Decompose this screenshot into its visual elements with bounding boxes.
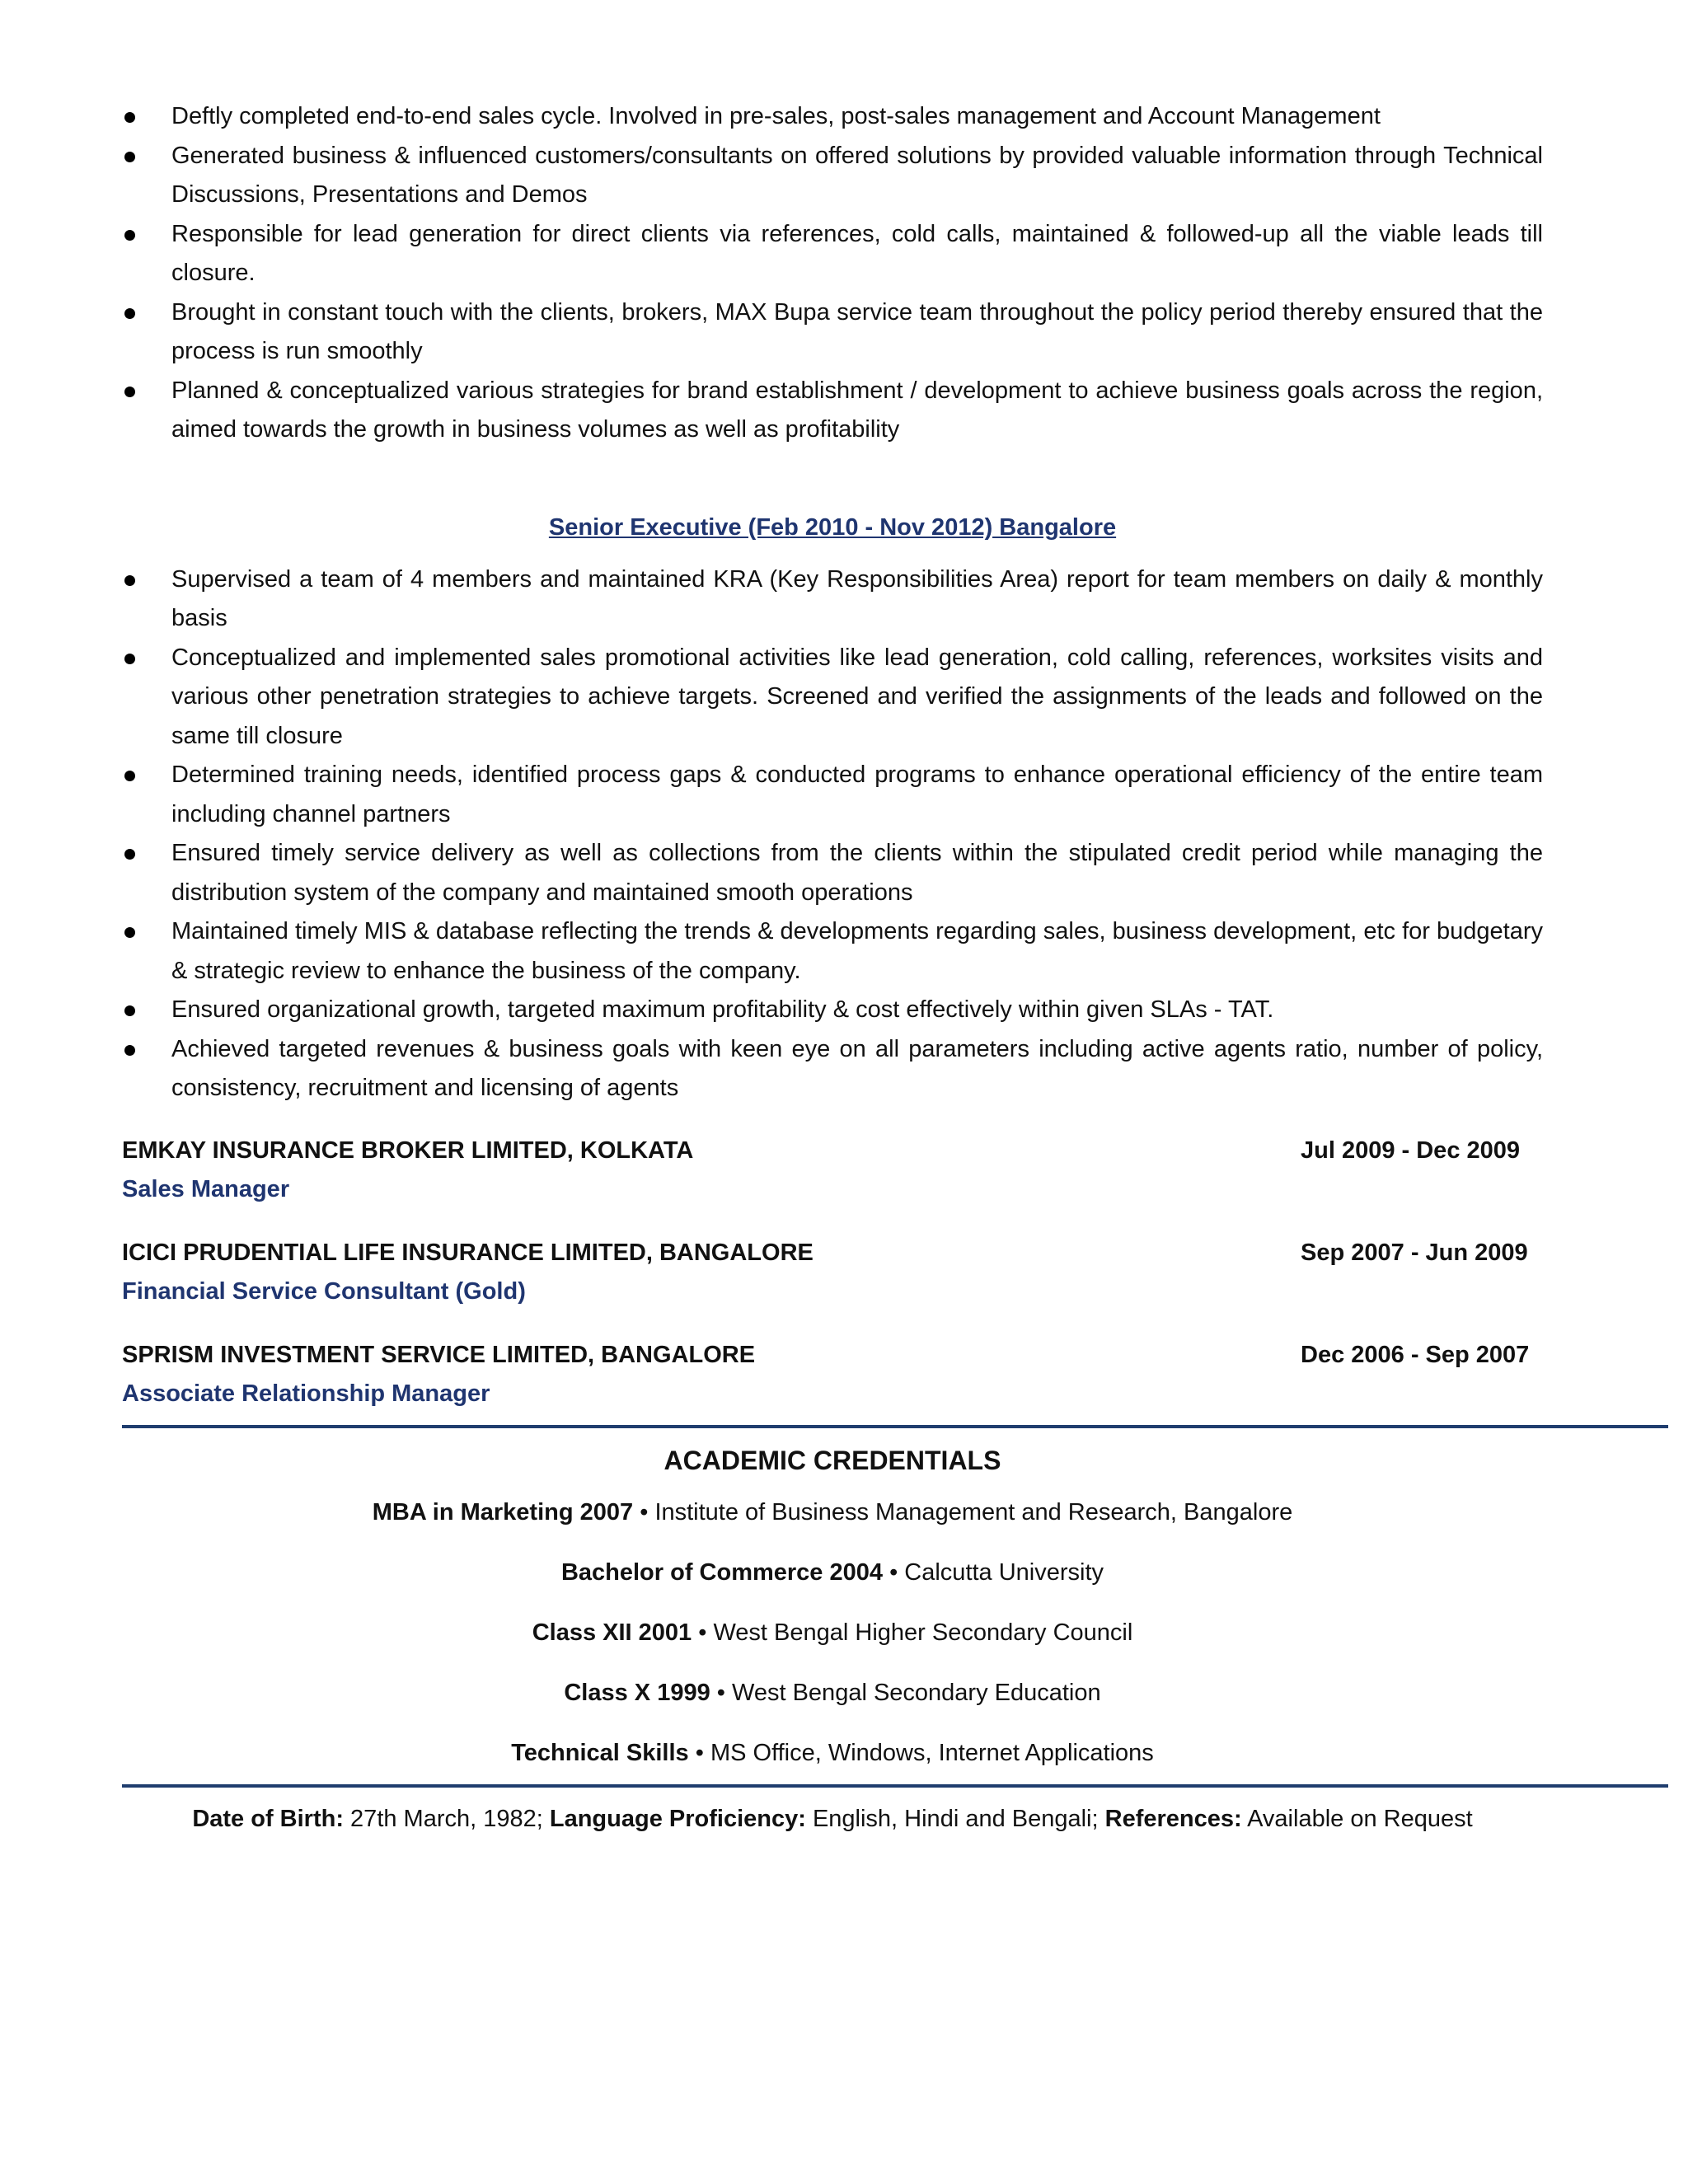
job-company: EMKAY INSURANCE BROKER LIMITED, KOLKATA	[122, 1137, 694, 1164]
references-value: Available on Request	[1241, 1805, 1473, 1832]
list-item	[122, 639, 1543, 757]
education-separator: •	[633, 1498, 655, 1526]
job-title: Associate Relationship Manager	[122, 1380, 490, 1407]
job-dates: Sep 2007 - Jun 2009	[1301, 1239, 1528, 1266]
academic-credentials-heading: ACADEMIC CREDENTIALS	[663, 1445, 1001, 1475]
bullet-icon	[124, 1005, 135, 1016]
job-entry	[122, 1234, 1543, 1311]
list-item	[122, 293, 1543, 372]
job-header	[122, 1132, 1543, 1170]
education-qualification: MBA in Marketing 2007	[372, 1498, 634, 1526]
job-title: Financial Service Consultant (Gold)	[122, 1277, 526, 1305]
education-item	[122, 1616, 1543, 1649]
bullet-text: Generated business & influenced customers/consultants on offered solutions by provided valuable information through Technical Discussions, Presentations and Demos	[171, 142, 1543, 208]
section-divider	[122, 1425, 1668, 1428]
job-entry	[122, 1132, 1543, 1209]
bullet-text: Determined training needs, identified process gaps & conducted programs to enhance operational efficiency of the entire team including channel partners	[171, 762, 1543, 827]
technical-skills-value: MS Office, Windows, Internet Applications	[710, 1739, 1154, 1766]
bullet-icon	[124, 849, 135, 860]
list-item	[122, 991, 1543, 1030]
job-header	[122, 1336, 1543, 1375]
list-item	[122, 372, 1543, 450]
education-institution: Calcutta University	[904, 1558, 1104, 1586]
bullet-icon	[124, 771, 135, 781]
bullet-icon	[124, 152, 135, 162]
bullet-icon	[124, 230, 135, 241]
bullet-text: Brought in constant touch with the clients, brokers, MAX Bupa service team throughout the policy period thereby ensured that the process is run smoothly	[171, 298, 1543, 364]
list-item	[122, 1030, 1543, 1108]
education-qualification: Class X 1999	[564, 1679, 710, 1706]
job-dates: Dec 2006 - Sep 2007	[1301, 1341, 1530, 1368]
job-company: SPRISM INVESTMENT SERVICE LIMITED, BANGALORE	[122, 1341, 756, 1368]
senior-executive-heading: Senior Executive (Feb 2010 - Nov 2012) Bangalore	[548, 513, 1117, 541]
section-divider	[122, 1784, 1668, 1788]
personal-details	[122, 1802, 1543, 1835]
job-company: ICICI PRUDENTIAL LIFE INSURANCE LIMITED, BANGALORE	[122, 1239, 814, 1266]
bullet-icon	[124, 112, 135, 123]
job-dates: Jul 2009 - Dec 2009	[1301, 1137, 1521, 1164]
resume-content	[122, 97, 1543, 1835]
education-separator: •	[883, 1558, 905, 1586]
bullet-text: Supervised a team of 4 members and maintained KRA (Key Responsibilities Area) report for team members on daily & monthly basis	[171, 565, 1543, 631]
education-qualification: Class XII 2001	[532, 1619, 692, 1646]
senior-executive-bullet-list	[122, 560, 1543, 1108]
education-separator: •	[688, 1739, 710, 1766]
bullet-text: Ensured timely service delivery as well as collections from the clients within the stipulated credit period while managing the distribution system of the company and maintained smooth operations	[171, 840, 1543, 906]
education-qualification: Bachelor of Commerce 2004	[560, 1558, 884, 1586]
education-item	[122, 1556, 1543, 1589]
list-item	[122, 215, 1543, 293]
education-institution: Institute of Business Management and Research, Bangalore	[654, 1498, 1293, 1526]
list-item	[122, 137, 1543, 215]
bullet-text: Responsible for lead generation for direct clients via references, cold calls, maintained & followed-up all the viable leads till closure.	[171, 220, 1543, 286]
list-item	[122, 912, 1543, 991]
list-item	[122, 834, 1543, 912]
bullet-icon	[124, 927, 135, 938]
dob-value: 27th March, 1982;	[344, 1805, 550, 1832]
top-bullet-list	[122, 97, 1543, 450]
bullet-text: Ensured organizational growth, targeted maximum profitability & cost effectively within given SLAs - TAT.	[171, 996, 1274, 1023]
bullet-text: Conceptualized and implemented sales promotional activities like lead generation, cold calling, references, worksites visits and various other penetration strategies to achieve targets. Screened and verified the assignments of the leads and followed on the same till closure	[171, 644, 1543, 749]
bullet-text: Achieved targeted revenues & business goals with keen eye on all parameters including active agents ratio, number of policy, consistency, recruitment and licensing of agents	[171, 1035, 1543, 1101]
bullet-icon	[124, 308, 135, 319]
education-separator: •	[710, 1679, 732, 1706]
bullet-text: Deftly completed end-to-end sales cycle. Involved in pre-sales, post-sales management and Account Management	[171, 103, 1381, 129]
bullet-icon	[124, 654, 135, 664]
technical-skills-item	[122, 1736, 1543, 1769]
list-item	[122, 560, 1543, 639]
technical-skills-label: Technical Skills	[511, 1739, 689, 1766]
bullet-icon	[124, 387, 135, 397]
education-institution: West Bengal Secondary Education	[732, 1679, 1101, 1706]
list-item	[122, 97, 1543, 137]
bullet-text: Planned & conceptualized various strategies for brand establishment / development to achieve business goals across the region, aimed towards the growth in business volumes as well as profitability	[171, 377, 1543, 443]
bullet-icon	[124, 1045, 135, 1056]
job-title: Sales Manager	[122, 1175, 290, 1202]
language-label: Language Proficiency:	[549, 1805, 806, 1832]
language-value: English, Hindi and Bengali;	[805, 1805, 1105, 1832]
dob-label: Date of Birth:	[192, 1805, 344, 1832]
references-label: References:	[1104, 1805, 1242, 1832]
education-separator: •	[692, 1619, 714, 1646]
education-item	[122, 1676, 1543, 1709]
education-item	[122, 1496, 1543, 1529]
education-institution: West Bengal Higher Secondary Council	[713, 1619, 1133, 1646]
list-item	[122, 756, 1543, 834]
job-header	[122, 1234, 1543, 1272]
job-entry	[122, 1336, 1543, 1413]
bullet-icon	[124, 575, 135, 586]
bullet-text: Maintained timely MIS & database reflecting the trends & developments regarding sales, business development, etc for budgetary & strategic review to enhance the business of the company.	[171, 918, 1543, 984]
